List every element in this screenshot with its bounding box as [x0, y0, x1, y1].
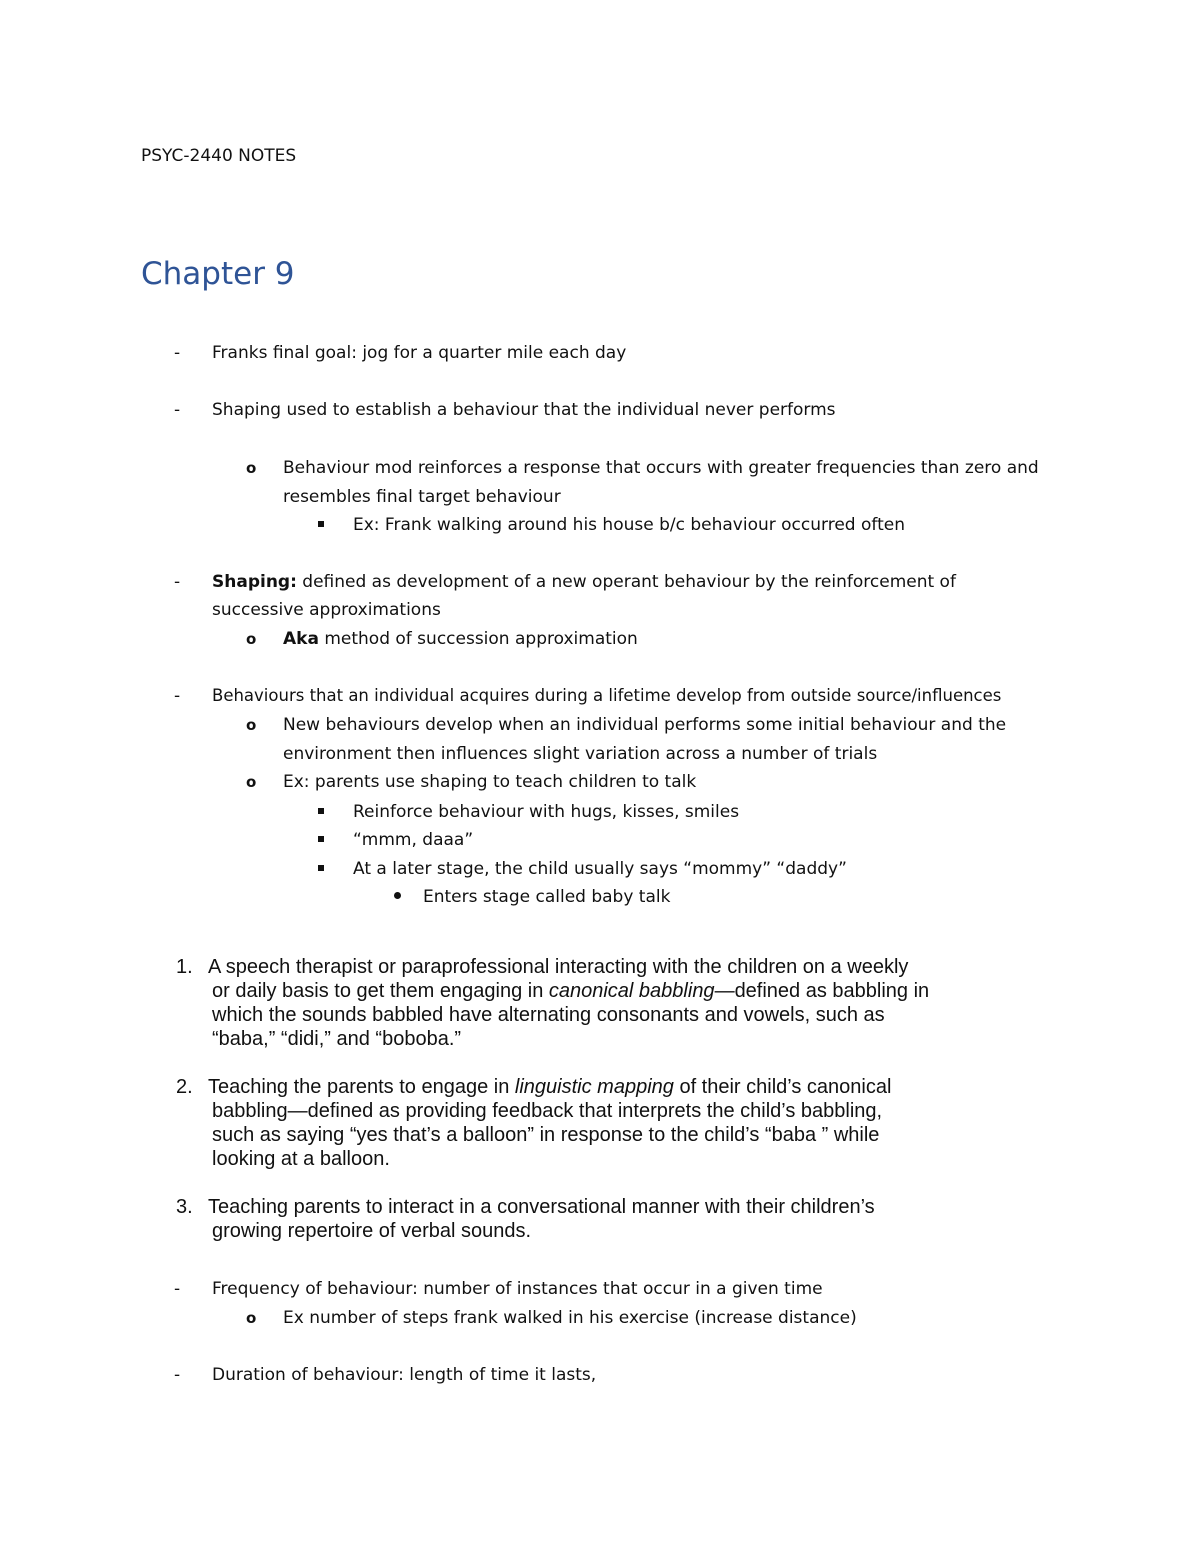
bullet-shaping-definition-line1 [212, 571, 956, 593]
sub-bullet-marker: o [246, 459, 257, 477]
term-shaping: Shaping: [212, 572, 297, 592]
dash-marker: - [174, 686, 181, 706]
item-mmm-daaa: “mmm, daaa” [353, 830, 474, 850]
sub-bullet-aka [283, 628, 638, 650]
list-number-3: 3. [176, 1196, 193, 1218]
n2-text-b: of their child’s canonical [673, 1076, 892, 1098]
item-reinforce-hugs: Reinforce behaviour with hugs, kisses, smiles [353, 802, 740, 822]
term-aka: Aka [283, 629, 319, 649]
bullet-shaping-used: Shaping used to establish a behaviour that the individual never performs [212, 400, 836, 420]
numbered-2-line4: looking at a balloon. [212, 1148, 390, 1170]
term-linguistic-mapping: linguistic mapping [514, 1076, 674, 1098]
aka-text: method of succession approximation [318, 629, 638, 649]
sub-bullet-marker: o [246, 773, 257, 791]
sub-bullet-marker: o [246, 630, 257, 648]
numbered-2-line2: babbling—defined as providing feedback that interprets the child’s babbling, [212, 1100, 883, 1122]
shaping-definition-text: defined as development of a new operant behaviour by the reinforcement of [296, 572, 956, 592]
numbered-1-line1: A speech therapist or paraprofessional interacting with the children on a weekly [208, 956, 909, 978]
list-number-1: 1. [176, 956, 193, 978]
example-frank-walking: Ex: Frank walking around his house b/c behaviour occurred often [353, 515, 905, 535]
round-bullet-icon [394, 892, 401, 899]
numbered-2-line1 [208, 1075, 891, 1099]
dash-marker: - [174, 400, 181, 420]
term-canonical-babbling: canonical babbling [548, 980, 715, 1002]
chapter-title: Chapter 9 [141, 256, 295, 292]
square-bullet-icon [318, 836, 324, 842]
n1-text-b: —defined as babbling in [714, 980, 930, 1002]
dash-marker: - [174, 343, 181, 363]
numbered-1-line2 [212, 979, 929, 1003]
sub-bullet-behaviour-mod-line2: resembles final target behaviour [283, 487, 561, 507]
item-later-stage: At a later stage, the child usually says “mommy” “daddy” [353, 859, 847, 879]
sub-bullet-steps-example: Ex number of steps frank walked in his exercise (increase distance) [283, 1308, 857, 1328]
item-baby-talk: Enters stage called baby talk [423, 887, 671, 907]
square-bullet-icon [318, 865, 324, 871]
sub-bullet-behaviour-mod-line1: Behaviour mod reinforces a response that occurs with greater frequencies than zero and [283, 458, 1039, 478]
numbered-1-line4: “baba,” “didi,” and “boboba.” [212, 1028, 462, 1050]
dash-marker: - [174, 1279, 181, 1299]
sub-bullet-parents-shaping: Ex: parents use shaping to teach children to talk [283, 772, 697, 792]
list-number-2: 2. [176, 1076, 193, 1098]
n2-text-a: Teaching the parents to engage in [208, 1076, 515, 1098]
numbered-3-line1: Teaching parents to interact in a conversational manner with their children’s [208, 1196, 875, 1218]
n1-text-a: or daily basis to get them engaging in [212, 980, 549, 1002]
bullet-duration: Duration of behaviour: length of time it lasts, [212, 1365, 597, 1385]
bullet-behaviours-acquired: Behaviours that an individual acquires during a lifetime develop from outside source/influences [212, 686, 1002, 705]
sub-bullet-marker: o [246, 1309, 257, 1327]
square-bullet-icon [318, 808, 324, 814]
dash-marker: - [174, 572, 181, 592]
bullet-shaping-definition-line2: successive approximations [212, 600, 441, 620]
sub-bullet-new-behaviours-line2: environment then influences slight variation across a number of trials [283, 744, 878, 764]
sub-bullet-new-behaviours-line1: New behaviours develop when an individual performs some initial behaviour and the [283, 715, 1007, 735]
bullet-final-goal: Franks final goal: jog for a quarter mile each day [212, 343, 627, 363]
course-header: PSYC-2440 NOTES [141, 146, 297, 166]
numbered-3-line2: growing repertoire of verbal sounds. [212, 1220, 532, 1242]
square-bullet-icon [318, 521, 324, 527]
numbered-1-line3: which the sounds babbled have alternating consonants and vowels, such as [212, 1004, 885, 1026]
numbered-2-line3: such as saying “yes that’s a balloon” in response to the child’s “baba ” while [212, 1124, 880, 1146]
dash-marker: - [174, 1365, 181, 1385]
bullet-frequency: Frequency of behaviour: number of instances that occur in a given time [212, 1279, 823, 1299]
sub-bullet-marker: o [246, 716, 257, 734]
